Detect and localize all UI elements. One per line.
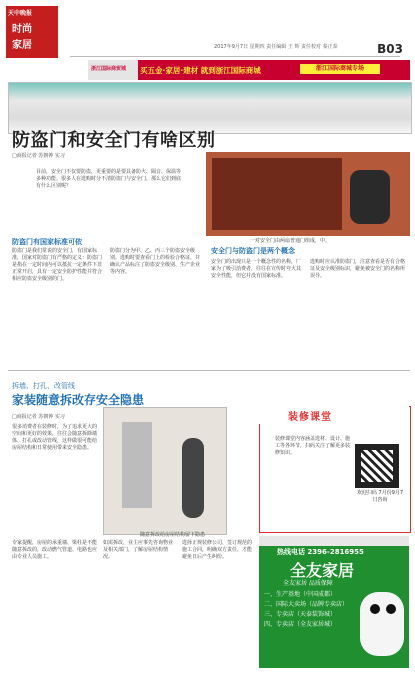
article-2-photo-caption: 随意拆改给房屋结构留下隐患 [140, 532, 206, 538]
article-2-photo [103, 407, 227, 535]
banner-logo: 浙江国际商贸城 [88, 60, 138, 80]
article-1-photo [206, 152, 410, 236]
ad-2-topbar [259, 536, 409, 546]
article-1-col-3: 安全门的出现只是一个概念性的名称，厂家为了吸引消费者，往往在宣传时夸大其安全性能，但它并没有国家标准。 [211, 259, 302, 279]
ad-2-list-item: 一、生产基地（中国成都） [264, 591, 337, 598]
article-1-subhead-right: 安全门与防盗门是两个概念 [211, 247, 295, 255]
article-1-title: 防盗门和安全门有啥区别 [12, 130, 216, 151]
article-1-byline: □商报记者 苏朝钟 实习 [12, 153, 65, 159]
doorway-image [122, 422, 152, 508]
worker-image [350, 170, 390, 224]
worker-image [182, 438, 204, 518]
panda-mascot-icon [360, 592, 404, 656]
ad-1-body: 装修课堂内容涵盖选材、设计、施工等各环节，扫码关注了解更多装修知识。 [275, 436, 351, 456]
article-2-kicker: 拆墙、打孔、改管线 [12, 382, 75, 390]
brand-name: 天中晚报 [8, 10, 33, 17]
ad-2-list [264, 590, 360, 630]
article-1-photo-caption: 一对安全门由两扇普通门组成，中。 [250, 238, 331, 244]
ad-2-list-item: 二、国际大卖场（品牌专卖店） [264, 601, 349, 608]
qr-code[interactable] [355, 444, 399, 488]
ad-1-title: 装修课堂 [288, 412, 332, 423]
ad-2-title: 全友家居 [290, 561, 355, 580]
article-1-col-4: 选购时应认准防盗门，注意查看是否有合格证及安全级别标识，避免被安全门的名称所误导。 [310, 259, 406, 279]
article-1-col-2: 防盗门分为甲、乙、丙三个防盗安全级别。选购时要查看门上的检验合格证，并确认产品标注了防盗安全级别、生产企业等内容。 [110, 248, 201, 275]
article-1-col-1: 防盗门是我们常说的安全门，有国家标准，国家对防盗门有严格的定义：防盗门是指在一定时间内可以抵抗一定条件下非正常开启，具有一定安全防护性能并符合相应防盗安全级别的门。 [12, 248, 103, 282]
door-image [212, 158, 342, 230]
article-2-col-4: 选择正规装修公司，签订规范的施工合同，明确双方责任，才能避免日后产生纠纷。 [182, 540, 253, 560]
header-meta: 2017年9月7日 星期四 责任编辑 王 辉 责任校对 秦正泰 [214, 44, 338, 50]
ad-2-subtitle: 全友家居 品质保障 [283, 580, 333, 587]
ad-1-header [259, 406, 409, 424]
header-divider [70, 56, 400, 57]
qr-caption: 欢迎扫码 7月份9月7日咨询 [356, 490, 404, 503]
section-label-1: 时尚 [12, 24, 32, 35]
article-2-col-1: 很多消费者在装修时，为了追求更大的空间和更好的效果，往往会随意拆除墙体、打孔或改动管线，这样做很可能给房屋结构和日常使用带来安全隐患。 [12, 424, 98, 451]
article-1-subhead-left: 防盗门有国家标准可依 [12, 238, 82, 246]
article-2-byline: □商报记者 苏朝钟 实习 [12, 414, 65, 420]
article-2-col-2: 专家提醒，房屋的承重墙、梁柱是不能随意拆改的，改动燃气管道、电路也应由专业人员施工。 [12, 540, 98, 560]
section-divider [8, 370, 410, 371]
masthead-logo [6, 6, 58, 58]
section-label-2: 家居 [12, 40, 32, 51]
ad-2-list-item: 四、专卖店（全友家居城） [264, 621, 337, 628]
article-2-title: 家装随意拆改存安全隐患 [12, 393, 145, 407]
banner-slogan: 买五金·家居·建材 就到浙江国际商城 [140, 66, 261, 75]
article-1-intro: 目前，安全门不仅要防盗，更重要的是要具备防火、隔音、保温等多种功能。很多人在选购时分不清防盗门与安全门，那么它们到底有什么区别呢？ [36, 169, 182, 189]
article-2-col-3: 如需拆改，业主应事先咨询物业及相关部门，了解房屋结构情况。 [103, 540, 174, 560]
ad-2-list-item: 三、专卖店（天泰装饰城） [264, 611, 337, 618]
ad-2-phone: 热线电话 2396-2816955 [277, 548, 364, 556]
banner-cta-button[interactable]: 浙江国际商城专场 [300, 64, 380, 74]
page-number: B03 [377, 42, 403, 56]
